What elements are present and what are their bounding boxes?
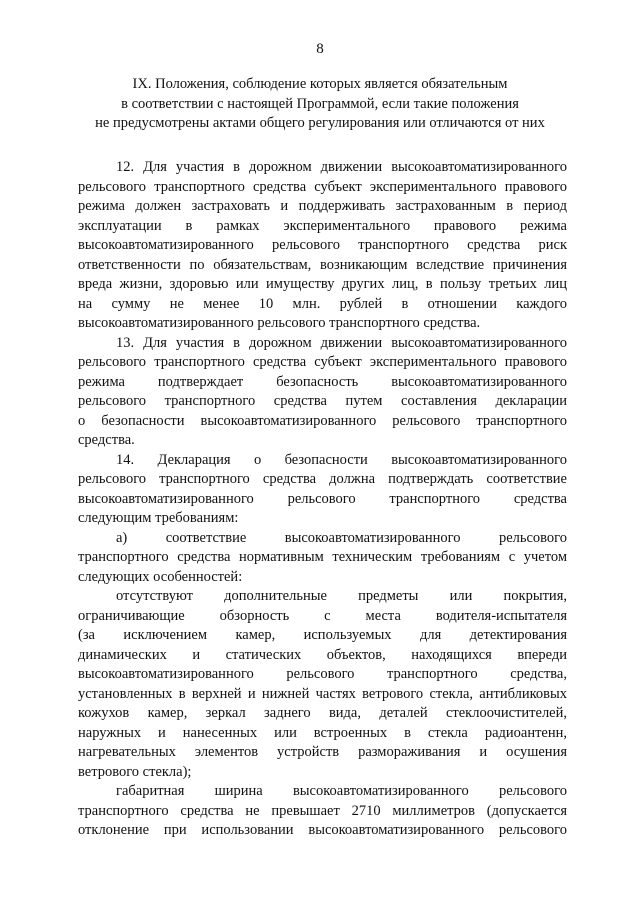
- paragraph-line: высокоавтоматизированного рельсового транспортного средства.: [78, 315, 481, 331]
- paragraph-line: 14. Декларация о безопасности высокоавтоматизированного: [116, 451, 567, 468]
- paragraph-line: наружных и нанесенных или встроенных в стекла радиоантенн,: [78, 724, 567, 741]
- paragraph-line: следующим требованиям:: [78, 510, 239, 526]
- document-body: [78, 158, 567, 841]
- paragraph-line: ответственности по обязательствам, возникающим вследствие причинения: [78, 256, 567, 273]
- paragraph-line: эксплуатации в рамках экспериментального правового режима: [78, 217, 567, 234]
- paragraph-line: отклонение при использовании высокоавтоматизированного рельсового: [78, 822, 567, 838]
- paragraph-line: о безопасности высокоавтоматизированного рельсового транспортного: [78, 412, 567, 429]
- heading-line: в соответствии с настоящей Программой, если такие положения: [121, 95, 519, 112]
- paragraph: [78, 529, 567, 588]
- paragraph-line: габаритная ширина высокоавтоматизированного рельсового: [116, 783, 567, 799]
- paragraph-line: транспортного средства нормативным техническим требованиям с учетом: [78, 549, 567, 565]
- paragraph-line: высокоавтоматизированного рельсового транспортного средства,: [78, 666, 567, 682]
- paragraph-line: ветрового стекла);: [78, 763, 192, 780]
- paragraph-line: режима должен застраховать и поддерживать застрахованным в период: [78, 198, 567, 214]
- heading-line: IX. Положения, соблюдение которых является обязательным: [132, 76, 508, 92]
- paragraph: [78, 451, 567, 529]
- paragraph-line: рельсового транспортного средства субъект экспериментального правового: [78, 178, 567, 195]
- paragraph-line: кожухов камер, зеркал заднего вида, деталей стеклоочистителей,: [78, 705, 567, 721]
- paragraph: [78, 587, 567, 782]
- paragraph-line: отсутствуют дополнительные предметы или покрытия,: [116, 588, 567, 604]
- section-heading: [70, 75, 570, 134]
- paragraph-line: 12. Для участия в дорожном движении высокоавтоматизированного: [116, 159, 567, 175]
- paragraph-line: высокоавтоматизированного рельсового транспортного средства риск: [78, 237, 567, 253]
- paragraph-line: установленных в верхней и нижней частях ветрового стекла, антибликовых: [78, 685, 567, 702]
- paragraph-line: ограничивающие обзорность с места водителя-испытателя: [78, 607, 567, 624]
- paragraph-line: высокоавтоматизированного рельсового транспортного средства: [78, 490, 567, 507]
- heading-line: не предусмотрены актами общего регулирования или отличаются от них: [95, 115, 545, 131]
- paragraph: [78, 782, 567, 841]
- paragraph-line: а) соответствие высокоавтоматизированного рельсового: [116, 529, 567, 546]
- paragraph: [78, 158, 567, 334]
- paragraph-line: (за исключением камер, используемых для детектирования: [78, 627, 567, 643]
- paragraph-line: средства.: [78, 432, 135, 448]
- paragraph-line: динамических и статических объектов, находящихся впереди: [78, 646, 567, 663]
- paragraph-line: нагревательных элементов устройств размораживания и осушения: [78, 744, 567, 760]
- paragraph-line: 13. Для участия в дорожном движении высокоавтоматизированного: [116, 334, 567, 351]
- paragraph-line: транспортного средства не превышает 2710 миллиметров (допускается: [78, 802, 567, 819]
- page-number: 8: [316, 41, 324, 57]
- paragraph-line: режима подтверждает безопасность высокоавтоматизированного: [78, 373, 567, 390]
- paragraph-line: рельсового транспортного средства субъект экспериментального правового: [78, 354, 567, 370]
- paragraph-line: рельсового транспортного средства путем составления декларации: [78, 393, 567, 409]
- paragraph-line: следующих особенностей:: [78, 568, 243, 585]
- paragraph-line: вреда жизни, здоровью или имуществу других лиц, в пользу третьих лиц: [78, 276, 567, 292]
- paragraph-line: рельсового транспортного средства должна подтверждать соответствие: [78, 471, 567, 487]
- paragraph-line: на сумму не менее 10 млн. рублей в отношении каждого: [78, 295, 567, 312]
- paragraph: [78, 334, 567, 451]
